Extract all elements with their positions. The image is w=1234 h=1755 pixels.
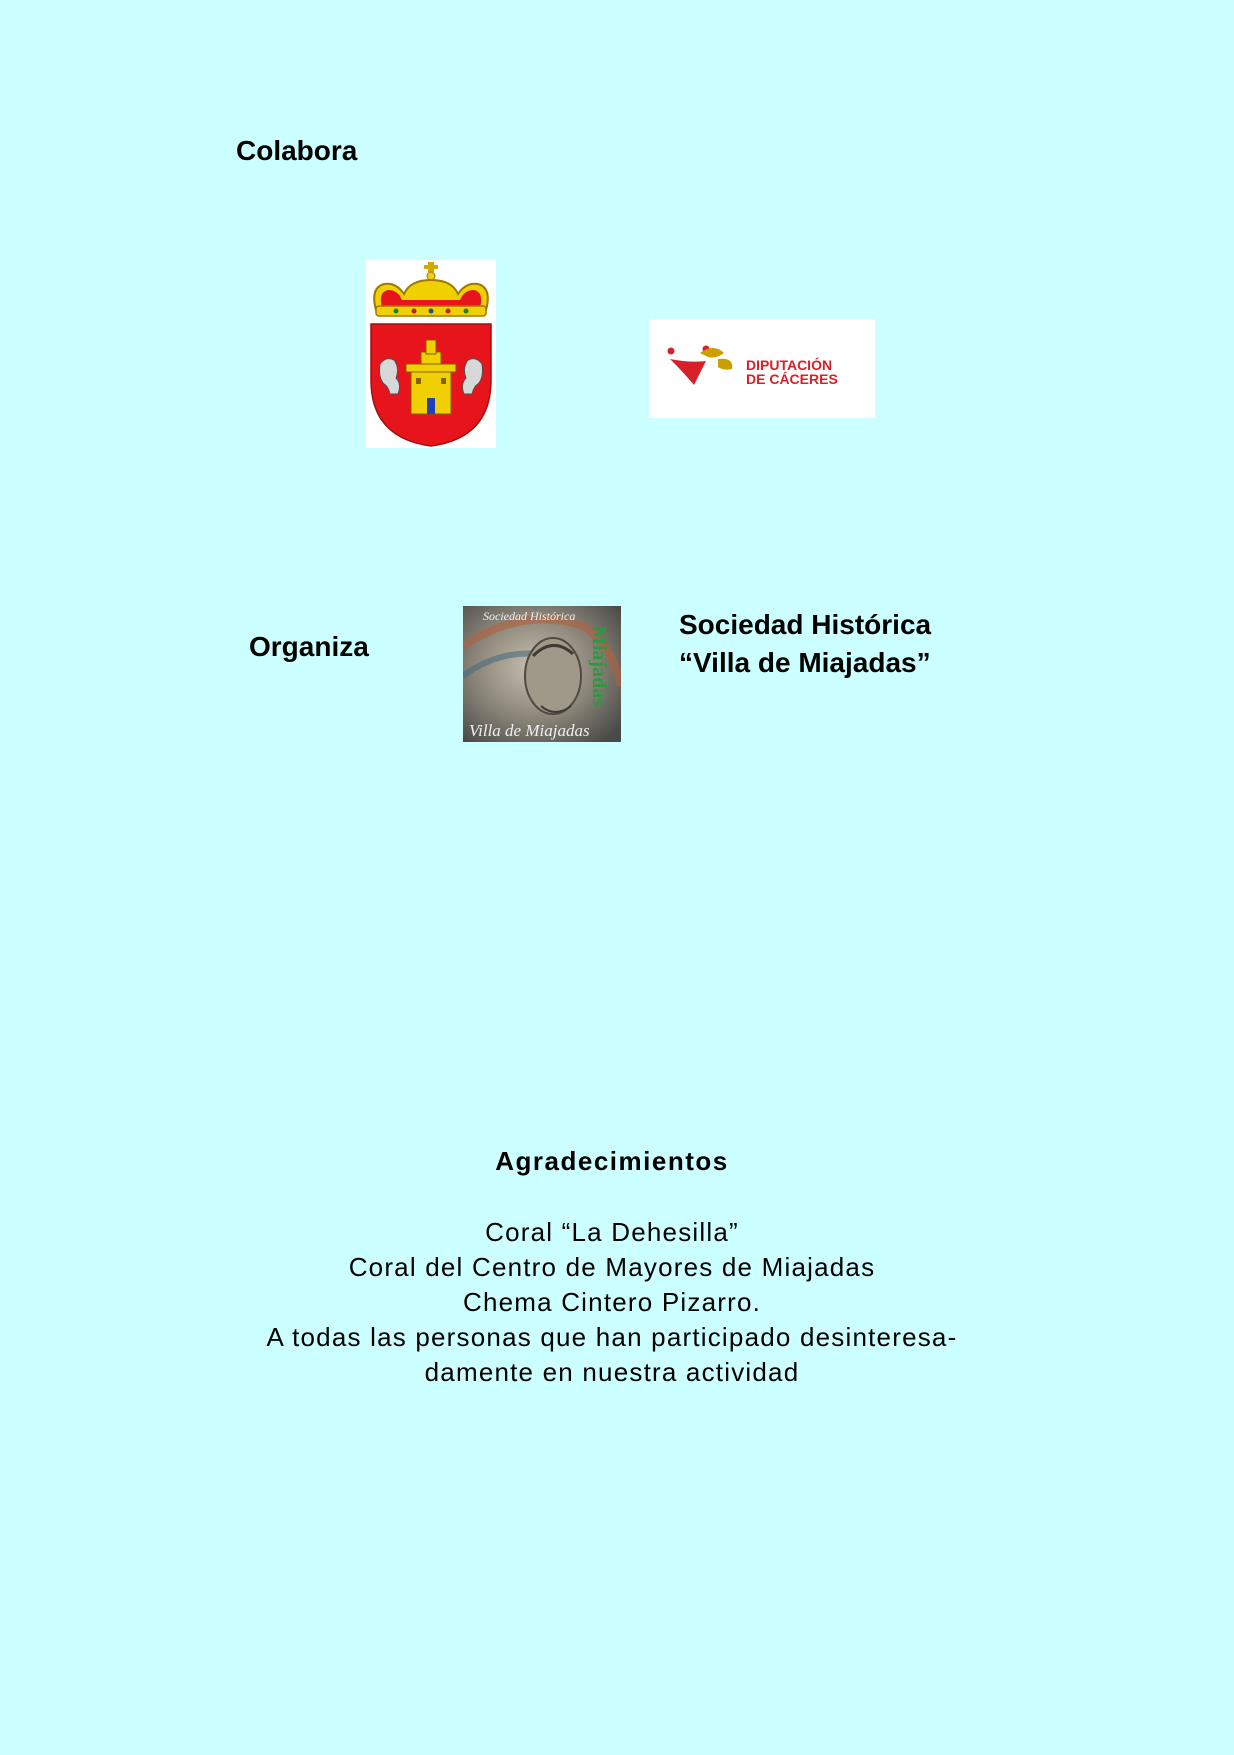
sociedad-logo-text-bottom: Villa de Miajadas (469, 721, 590, 740)
sociedad-historica-logo (463, 606, 621, 742)
colabora-heading: Colabora (236, 135, 358, 166)
coat-of-arms-logo (366, 260, 496, 448)
acknowledgements-title: Agradecimientos (495, 1146, 729, 1176)
acknowledgement-line: Coral del Centro de Mayores de Miajadas (348, 1252, 876, 1282)
diputacion-line1: DIPUTACIÓN (746, 357, 833, 373)
organizer-name (679, 606, 931, 682)
sociedad-logo-text-top: Sociedad Histórica (483, 609, 576, 623)
sociedad-logo-text-side: Miajadas (588, 626, 610, 706)
organiza-heading: Organiza (249, 631, 369, 662)
organizer-name-line2: “Villa de Miajadas” (679, 647, 931, 678)
diputacion-line2: DE CÁCERES (746, 371, 838, 387)
organizer-name-line1: Sociedad Histórica (679, 609, 932, 640)
diputacion-caceres-logo (650, 319, 875, 418)
acknowledgement-line: damente en nuestra actividad (424, 1357, 800, 1387)
acknowledgement-line: Coral “La Dehesilla” (485, 1217, 739, 1247)
acknowledgement-line: Chema Cintero Pizarro. (462, 1287, 762, 1317)
acknowledgements-list (0, 1215, 1224, 1390)
acknowledgement-line: A todas las personas que han participado desinteresa- (266, 1322, 958, 1352)
